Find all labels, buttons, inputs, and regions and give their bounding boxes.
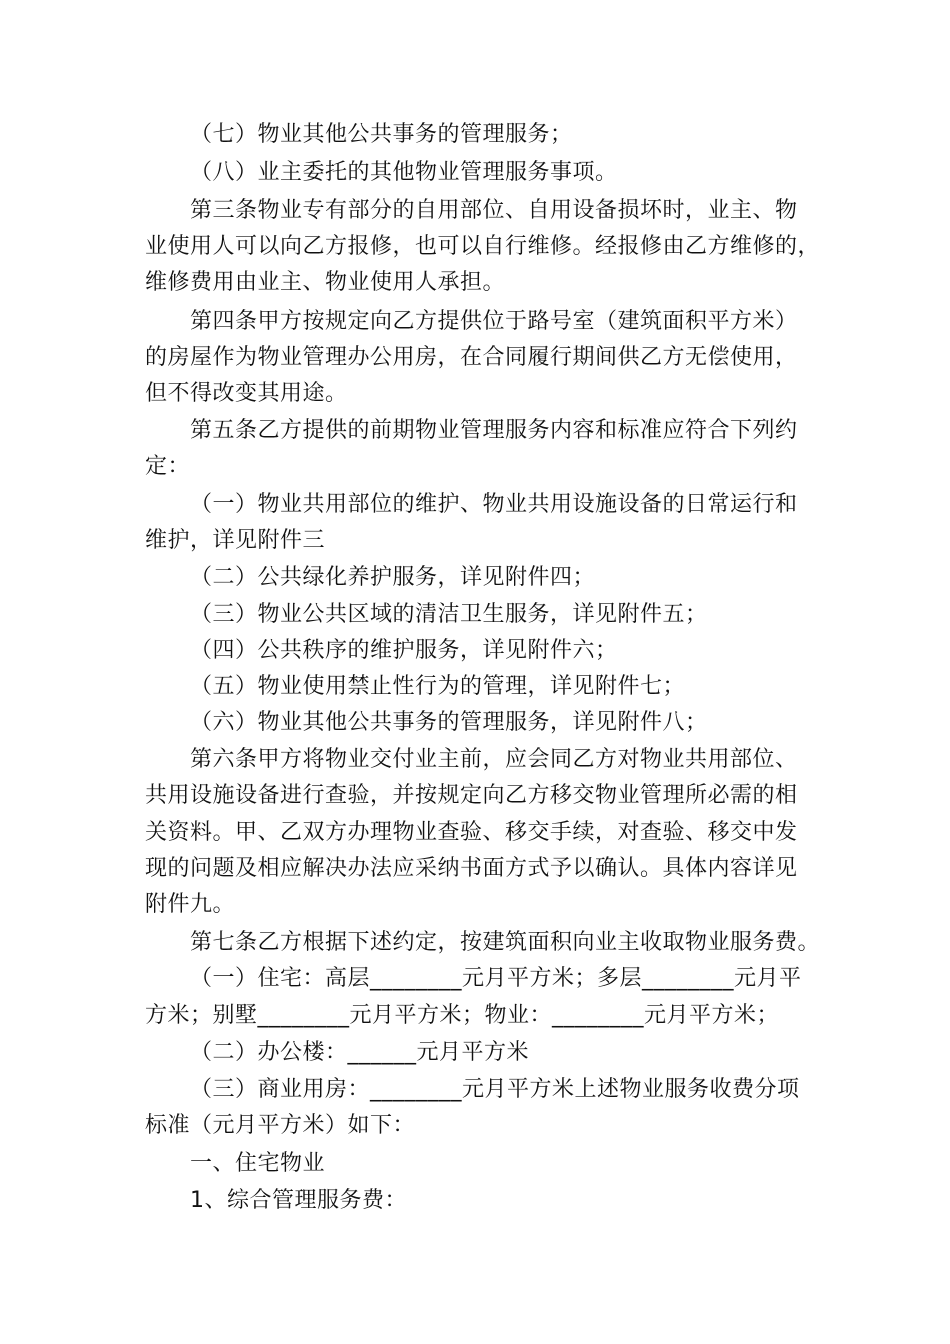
paragraph-line: 但不得改变其用途。 bbox=[145, 381, 348, 406]
paragraph-line: 的房屋作为物业管理办公用房，在合同履行期间供乙方无偿使用， bbox=[145, 345, 798, 370]
paragraph-line: 第七条乙方根据下述约定，按建筑面积向业主收取物业服务费。 bbox=[190, 930, 821, 955]
paragraph-line: （四）公共秩序的维护服务，详见附件六； bbox=[190, 638, 618, 663]
paragraph-line: 标准（元月平方米）如下： bbox=[145, 1113, 416, 1138]
paragraph-line: 维护，详见附件三 bbox=[145, 528, 326, 553]
paragraph-line: （二）公共绿化养护服务，详见附件四； bbox=[190, 565, 596, 590]
paragraph-line: （二）办公楼：______元月平方米 bbox=[190, 1040, 530, 1065]
paragraph-line: 第三条物业专有部分的自用部位、自用设备损坏时，业主、物 bbox=[190, 198, 798, 223]
paragraph-line: （一）物业共用部位的维护、物业共用设施设备的日常运行和 bbox=[190, 492, 798, 517]
paragraph-line: （一）住宅：高层________元月平方米；多层________元月平 bbox=[190, 966, 802, 991]
subsection-heading: 1、综合管理服务费： bbox=[190, 1188, 407, 1213]
paragraph-line: 第五条乙方提供的前期物业管理服务内容和标准应符合下列约 bbox=[190, 418, 798, 443]
paragraph-line: （七）物业其他公共事务的管理服务； bbox=[190, 122, 573, 147]
paragraph-line: 第六条甲方将物业交付业主前，应会同乙方对物业共用部位、 bbox=[190, 747, 798, 772]
paragraph-line: 方米；别墅________元月平方米；物业：________元月平方米； bbox=[145, 1003, 780, 1028]
paragraph-line: 现的问题及相应解决办法应采纳书面方式予以确认。具体内容详见 bbox=[145, 856, 798, 881]
paragraph-line: 附件九。 bbox=[145, 892, 236, 917]
paragraph-line: 定： bbox=[145, 454, 191, 479]
paragraph-line: （八）业主委托的其他物业管理服务事项。 bbox=[190, 160, 618, 185]
section-heading: 一、住宅物业 bbox=[190, 1151, 326, 1176]
paragraph-line: 共用设施设备进行查验，并按规定向乙方移交物业管理所必需的相 bbox=[145, 783, 798, 808]
paragraph-line: 维修费用由业主、物业使用人承担。 bbox=[145, 270, 506, 295]
paragraph-line: 第四条甲方按规定向乙方提供位于路号室（建筑面积平方米） bbox=[190, 309, 798, 334]
paragraph-line: （五）物业使用禁止性行为的管理，详见附件七； bbox=[190, 674, 686, 699]
paragraph-line: （三）商业用房：________元月平方米上述物业服务收费分项 bbox=[190, 1077, 800, 1102]
paragraph-line: 业使用人可以向乙方报修，也可以自行维修。经报修由乙方维修的， bbox=[145, 234, 821, 259]
paragraph-line: 关资料。甲、乙双方办理物业查验、移交手续，对查验、移交中发 bbox=[145, 820, 798, 845]
paragraph-line: （三）物业公共区域的清洁卫生服务，详见附件五； bbox=[190, 602, 708, 627]
paragraph-line: （六）物业其他公共事务的管理服务，详见附件八； bbox=[190, 710, 708, 735]
